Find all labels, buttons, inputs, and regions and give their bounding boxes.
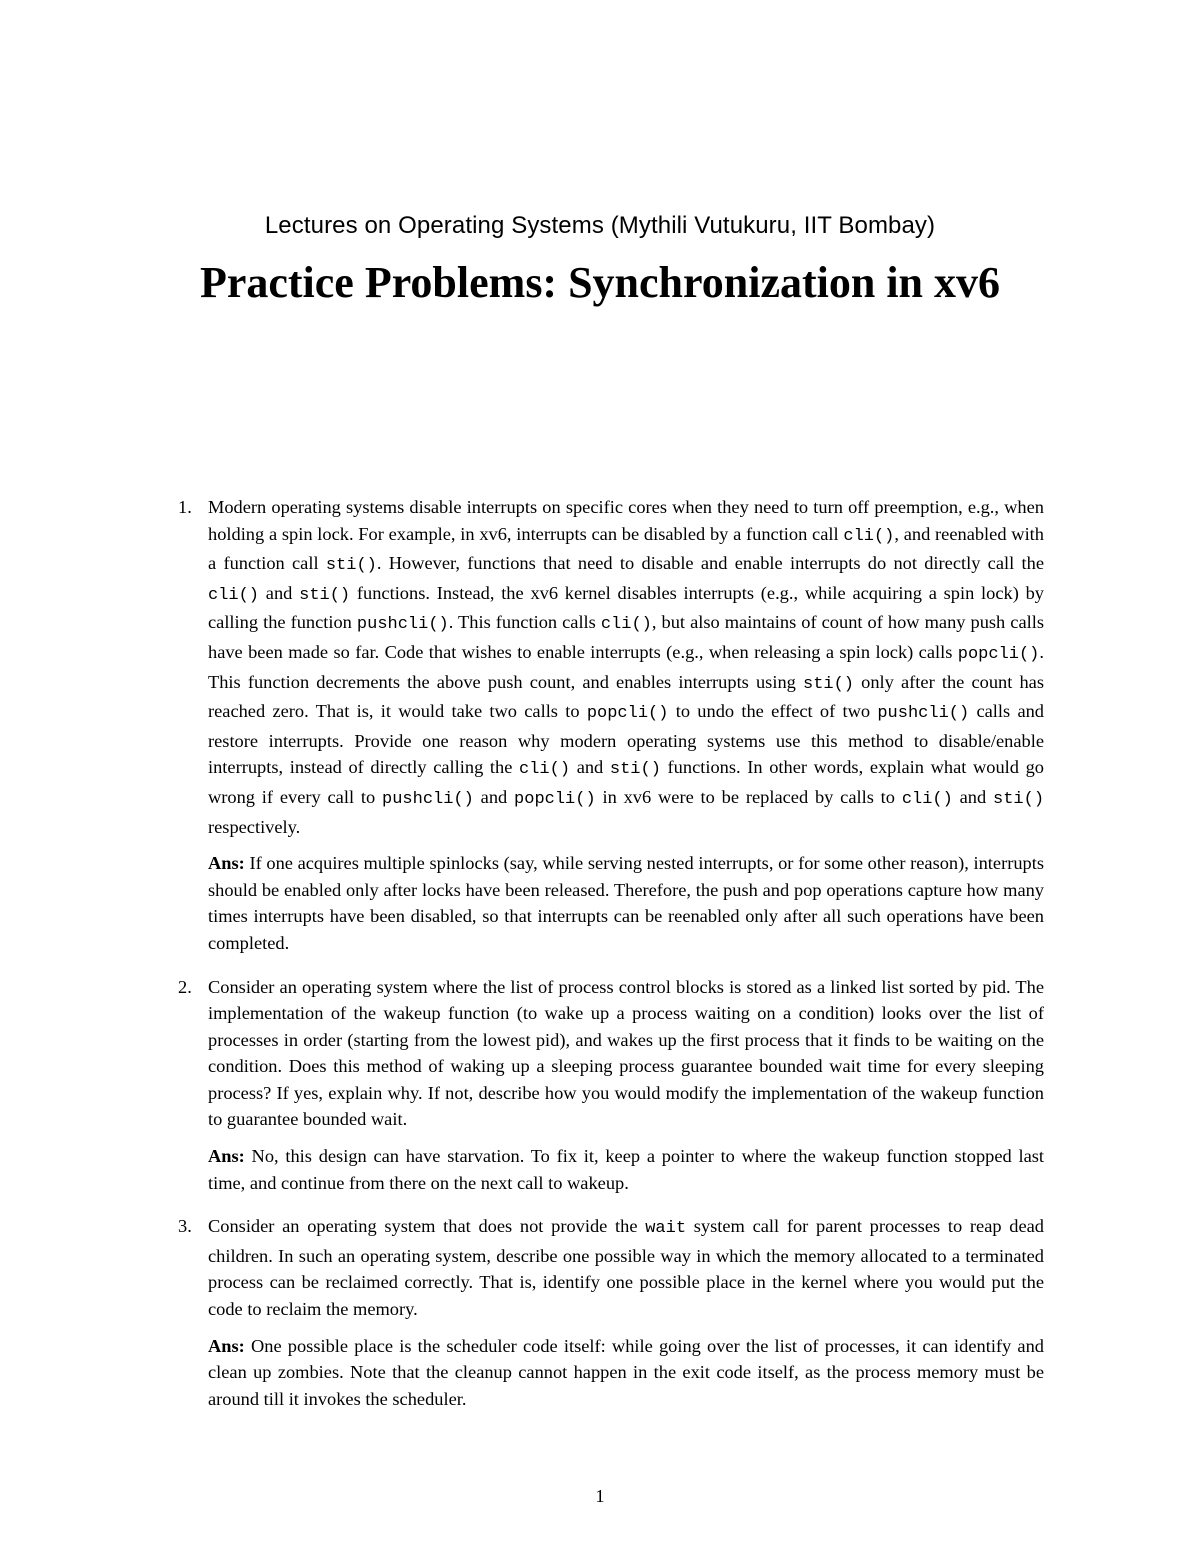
- text-run: Consider an operating system where the list of process control blocks is stored as a linked list sorted by pid. The implementation of the wakeup function (to wake up a process waiting on a condition) looks over the list of processes in order (starting from the lowest pid), and wakes up the first process that it finds to be waiting on the condition. Does this method of waking up a sleeping process guarantee bounded wait time for every sleeping process? If yes, explain why. If not, describe how you would modify the implementation of the wakeup function to guarantee bounded wait.: [208, 976, 1044, 1130]
- inline-code: cli(): [843, 526, 895, 546]
- problem-question: [208, 494, 1044, 840]
- inline-code: cli(): [600, 615, 652, 635]
- inline-code: cli(): [901, 789, 953, 809]
- text-run: and: [473, 786, 515, 807]
- problem-question: [208, 1213, 1044, 1322]
- problem-answer: [208, 850, 1044, 956]
- page-title: Practice Problems: Synchronization in xv6: [199, 258, 1001, 307]
- answer-label: Ans:: [208, 853, 245, 874]
- text-run: system call for parent processes to reap dead children. In such an operating system, describe one possible way in which the memory allocated to a terminated process can be reclaimed correctly. That is, identify one possible place in the kernel where you would put the code to reclaim the memory.: [208, 1216, 1044, 1320]
- text-run: to undo the effect of two: [668, 701, 878, 722]
- text-run: , and reenabled with a function call: [208, 523, 1044, 574]
- inline-code: pushcli(): [356, 615, 449, 635]
- answer-text: [208, 1146, 1044, 1193]
- text-run: . This function calls: [448, 612, 601, 633]
- inline-code: cli(): [519, 760, 571, 780]
- inline-code: pushcli(): [877, 704, 970, 724]
- problem-list: [156, 494, 1044, 1429]
- inline-code: sti(): [993, 789, 1045, 809]
- inline-code: sti(): [325, 556, 377, 576]
- problem-number: 1.: [178, 497, 192, 517]
- course-subtitle: Lectures on Operating Systems (Mythili Vutukuru, IIT Bombay): [264, 212, 936, 239]
- page-number: 1: [595, 1486, 605, 1506]
- inline-code: pushcli(): [382, 789, 474, 809]
- text-run: only after the count has reached zero. That is, it would take two calls to: [208, 671, 1044, 722]
- problem-item: [156, 494, 1044, 957]
- problem-number: 2.: [178, 976, 192, 997]
- text-run: calls and restore interrupts. Provide one reason why modern operating systems use this method to disable/enable interrupts, instead of directly calling the: [208, 701, 1044, 778]
- text-run: If one acquires multiple spinlocks (say, while serving nested interrupts, or for some other reason), interrupts should be enabled only after locks have been released. Therefore, the push and pop operations capture how many times interrupts have been disabled, so that interrupts can be reenabled only after all such operations have been completed.: [208, 853, 1044, 953]
- answer-text: [208, 853, 1044, 953]
- text-run: Modern operating systems disable interrupts on specific cores when they need to turn off preemption, e.g., when holding a spin lock. For example, in xv6, interrupts can be disabled by a function call: [208, 497, 1044, 544]
- inline-code: wait: [645, 1219, 687, 1239]
- text-run: . This function decrements the above push count, and enables interrupts using: [208, 641, 1044, 692]
- text-run: respectively.: [208, 816, 301, 837]
- inline-code: cli(): [208, 585, 260, 605]
- problem-item: [156, 974, 1044, 1197]
- text-run: One possible place is the scheduler code itself: while going over the list of processes, it can identify and clean up zombies. Note that the cleanup cannot happen in the exit code itself, as the process memory must be around till it invokes the scheduler.: [208, 1335, 1044, 1409]
- answer-text: [208, 1336, 1044, 1409]
- problem-number: 3.: [178, 1216, 192, 1237]
- text-run: functions. In other words, explain what would go wrong if every call to: [208, 757, 1044, 807]
- inline-code: sti(): [299, 585, 351, 605]
- text-run: No, this design can have starvation. To fix it, keep a pointer to where the wakeup function stopped last time, and continue from there on the next call to wakeup.: [208, 1146, 1044, 1193]
- text-run: . However, functions that need to disable and enable interrupts do not directly call the: [376, 553, 1044, 574]
- text-run: Consider an operating system that does not provide the: [208, 1216, 646, 1237]
- answer-label: Ans:: [208, 1146, 245, 1167]
- inline-code: sti(): [803, 674, 855, 694]
- problem-question: [208, 974, 1044, 1134]
- text-run: in xv6 were to be replaced by calls to: [595, 786, 902, 807]
- text-run: and: [952, 786, 994, 807]
- problem-answer: [208, 1333, 1044, 1413]
- text-run: functions. Instead, the xv6 kernel disables interrupts (e.g., while acquiring a spin lock) by calling the function: [208, 582, 1045, 633]
- answer-label: Ans:: [208, 1335, 245, 1356]
- text-run: , but also maintains of count of how many push calls have been made so far. Code that wishes to enable interrupts (e.g., when releasing a spin lock) calls: [208, 612, 1044, 662]
- inline-code: popcli(): [957, 644, 1040, 664]
- inline-code: popcli(): [514, 789, 596, 809]
- problem-answer: [208, 1143, 1044, 1196]
- text-run: and: [570, 757, 610, 778]
- text-run: and: [259, 582, 300, 603]
- inline-code: sti(): [609, 760, 661, 780]
- problem-item: [156, 1213, 1044, 1412]
- inline-code: popcli(): [586, 704, 669, 724]
